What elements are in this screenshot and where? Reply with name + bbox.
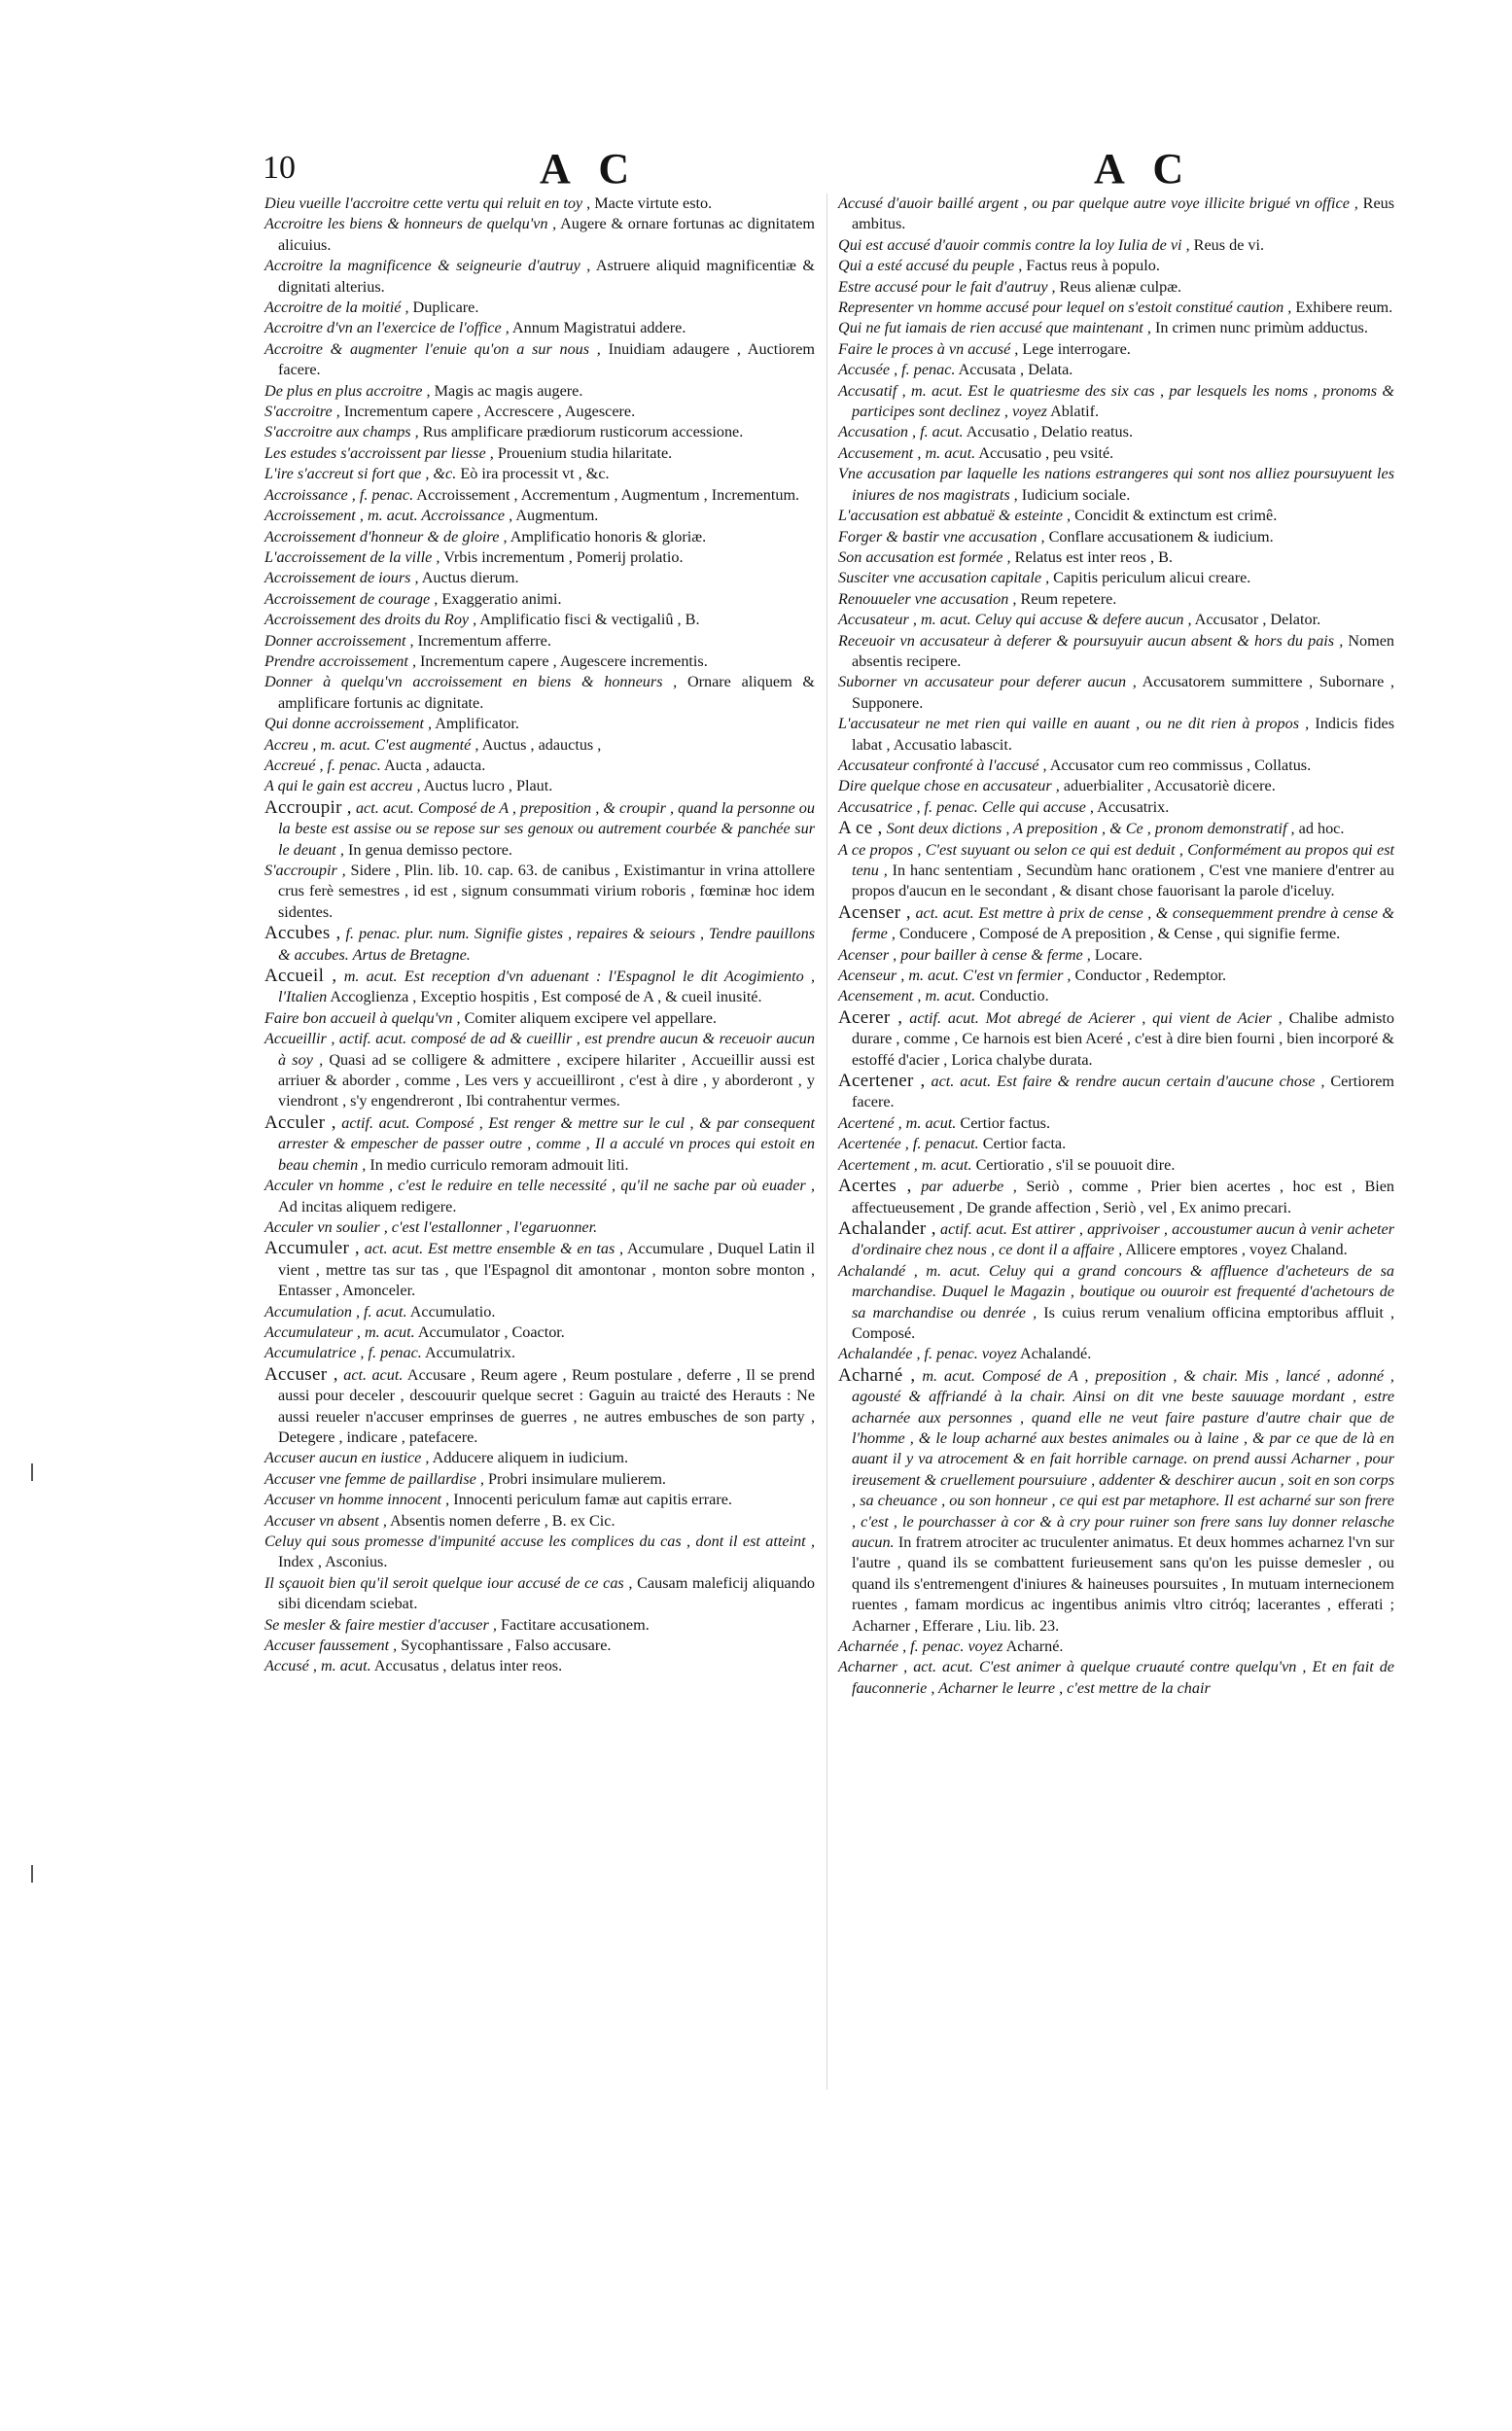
entry-french-text: Se mesler & faire mestier d'accuser , [264,1615,497,1634]
dictionary-entry [838,443,1394,464]
entry-french-text: Accroissement , m. acut. Accroissance , [264,507,513,525]
entry-latin-text: Factus reus à populo. [1026,257,1160,275]
dictionary-entry [838,194,1394,235]
dictionary-entry [838,902,1394,945]
entry-latin-text: Reus alienæ culpæ. [1059,277,1182,296]
dictionary-entry [838,381,1394,423]
dictionary-entry [838,568,1394,588]
entry-french-text: L'ire s'accreut si fort que , &c. [264,465,457,483]
dictionary-entry [838,1637,1394,1657]
dictionary-entry [838,672,1394,714]
entry-french-text: Acharnée , f. penac. voyez [838,1638,1003,1656]
dictionary-entry [264,485,815,506]
dictionary-entry [264,1636,815,1656]
entry-latin-text: Accroissement , Accrementum , Augmentum , Incrementum. [416,485,800,504]
entry-french-text: Forger & bastir vne accusation , [838,527,1045,546]
dictionary-entry [264,547,815,568]
entry-french-text: Qui donne accroissement , [264,715,433,733]
entry-latin-text: Certioratio , s'il se pouuoit dire. [975,1155,1176,1174]
dictionary-entry [264,756,815,776]
dictionary-entry [264,422,815,442]
entry-french-text: act. acut. Est mettre ensemble & en tas , [364,1240,624,1258]
entry-latin-text: Auctus lucro , Plaut. [423,777,553,795]
dictionary-entry [264,1573,815,1615]
entry-french-text: Faire le proces à vn accusé , [838,339,1019,358]
entry-latin-text: Sidere , Plin. lib. 10. cap. 63. de canibus , Existimantur in vrina attollere crus ferè semestres , id est , signum consummati virium roboris , fœminæ hoc idem sidentes. [278,862,816,921]
dictionary-entry [264,1176,815,1217]
entry-latin-text: Auctus , adauctus , [481,735,602,754]
dictionary-entry [264,1511,815,1532]
entry-latin-text: Rus amplificare prædiorum rusticorum accessione. [422,423,744,441]
entry-french-text: Il sçauoit bien qu'il seroit quelque iour accusé de ce cas , [264,1573,633,1592]
dictionary-entry [264,1532,815,1573]
dictionary-entry [264,1302,815,1322]
dictionary-entry [264,1448,815,1468]
dictionary-entry [838,422,1394,442]
entry-french-text: actif. acut. Mot abregé de Acierer , qui vient de Acier , [909,1008,1283,1027]
dictionary-entry [264,966,815,1008]
entry-french-text: Accroitre la magnificence & seigneurie d'autruy , [264,257,591,275]
entry-latin-text: Augmentum. [515,507,599,525]
entry-latin-text: Innocenti periculum famæ aut capitis errare. [453,1491,732,1509]
dictionary-entry [838,818,1394,839]
dictionary-entry [838,235,1394,256]
left-column [264,194,815,1677]
entry-latin-text: Incrementum capere , Augescere incrementis. [420,652,708,670]
entry-latin-text: Accumulator , Coactor. [417,1322,565,1341]
dictionary-entry [838,840,1394,902]
entry-french-text: Accreué , f. penac. [264,756,381,774]
dictionary-entry [838,1134,1394,1154]
entry-french-text: Accroissement de iours , [264,569,419,587]
entry-latin-text: Probri insimulare mulierem. [488,1469,666,1488]
entry-latin-text: Lege interrogare. [1022,339,1131,358]
dictionary-entry [838,966,1394,986]
dictionary-entry [838,1657,1394,1699]
entry-headword: Acerer , [838,1006,903,1028]
entry-headword: Accubes , [264,923,341,944]
entry-latin-text: Allicere emptores , voyez Chaland. [1125,1241,1348,1259]
entry-latin-text: Astruere aliquid magnificentiæ & dignitati alterius. [278,257,816,296]
entry-latin-text: Accumulatio. [409,1302,496,1321]
entry-french-text: act. acut. Composé de A , preposition , & croupir , quand la personne ou la beste est assise ou se repose sur ses genoux ou autrement courbée & panchée sur le deuant , [278,798,815,859]
dictionary-entry [264,527,815,547]
entry-latin-text: Accusata , Delata. [958,361,1073,379]
entry-french-text: S'accroitre aux champs , [264,423,419,441]
entry-french-text: Acertement , m. acut. [838,1155,972,1174]
entry-french-text: par aduerbe , [921,1178,1017,1196]
column-gutter [826,194,827,2090]
entry-latin-text: Reus ambitus. [852,194,1395,233]
entry-latin-text: Incrementum capere , Accrescere , Augescere. [343,403,636,421]
entry-latin-text: Accusatus , delatus inter reos. [373,1657,563,1675]
dictionary-entry [264,631,815,652]
entry-latin-text: Accusator cum reo commissus , Collatus. [1049,756,1312,774]
entry-latin-text: Sycophantissare , Falso accusare. [401,1637,612,1655]
entry-french-text: Son accusation est formée , [838,547,1011,566]
entry-latin-text: Duplicare. [412,299,479,317]
entry-french-text: Qui est accusé d'auoir commis contre la loy Iulia de vi , [838,235,1190,254]
entry-latin-text: Accusare , Reum agere , Reum postulare , deferre , Il se prend aussi pour deceler , descouurir quelque secret : Gaguin au traicté des Herauts : Ne aussi reueler n'accuser emprinses de guerres , ne autres embusches de son party , Detegere , indicare , patefacere. [278,1365,816,1446]
entry-latin-text: Reum repetere. [1020,589,1117,608]
entry-headword: Achalander , [838,1217,936,1239]
dictionary-entry [838,1155,1394,1176]
dictionary-entry [264,861,815,923]
entry-french-text: Accuser faussement , [264,1637,398,1655]
entry-latin-text: Incrementum afferre. [417,631,551,650]
entry-headword: Accumuler , [264,1238,360,1259]
entry-french-text: Accroissement des droits du Roy , [264,611,477,629]
entry-headword: Accueil , [264,966,337,987]
entry-french-text: Accroitre les biens & honneurs de quelqu'vn , [264,215,557,233]
dictionary-entry [264,1238,815,1301]
dictionary-entry [838,256,1394,276]
entry-french-text: Accusatif , m. acut. Est le quatriesme des six cas , par lesquels les noms , pronoms & participes sont declinez , voyez [838,381,1394,421]
entry-french-text: Suborner vn accusateur pour deferer aucun , [838,673,1137,691]
page-header [263,144,1235,193]
entry-headword: Acenser , [838,901,911,923]
entry-french-text: Accusateur confronté à l'accusé , [838,756,1047,774]
entry-french-text: Accuser vn absent , [264,1511,387,1530]
entry-french-text: act. acut. [343,1365,404,1384]
entry-french-text: Sont deux dictions , A preposition , & Ce , pronom demonstratif , [886,820,1295,838]
entry-french-text: Accusé , m. acut. [264,1657,371,1675]
entry-french-text: Accusation , f. acut. [838,423,964,441]
entry-latin-text: Accoglienza , Exceptio hospitis , Est composé de A , & cueil inusité. [330,988,762,1006]
dictionary-entry [838,631,1394,673]
entry-french-text: Accroitre & augmenter l'enuie qu'on a sur nous , [264,339,601,358]
dictionary-entry [264,1217,815,1238]
dictionary-entry [264,194,815,214]
dictionary-entry [264,652,815,672]
entry-latin-text: Factitare accusationem. [500,1615,650,1634]
dictionary-entry [838,547,1394,568]
entry-french-text: Accuser aucun en iustice , [264,1449,430,1467]
dictionary-entry [264,610,815,630]
entry-latin-text: aduerbialiter , Accusatoriè dicere. [1063,777,1276,795]
dictionary-entry [264,589,815,610]
entry-latin-text: Reus de vi. [1193,235,1265,254]
dictionary-entry [264,1469,815,1490]
entry-latin-text: Conductor , Redemptor. [1074,967,1227,985]
entry-latin-text: Iudicium sociale. [1021,485,1131,504]
entry-headword: Accuser , [264,1363,338,1385]
entry-latin-text: Ad incitas aliquem redigere. [278,1197,457,1216]
dictionary-entry [838,610,1394,630]
dictionary-entry [838,1365,1394,1637]
entry-headword: Accroupir , [264,796,352,818]
entry-french-text: Acculer vn homme , c'est le reduire en telle necessité , qu'il ne sache par où euader , [264,1177,815,1195]
dictionary-entry [264,923,815,966]
entry-french-text: Accusateur , m. acut. Celuy qui accuse & defere aucun , [838,611,1192,629]
dictionary-entry [264,672,815,714]
running-head-left: A C [540,145,640,193]
entry-french-text: A ce propos , C'est suyuant ou selon ce qui est deduit , Conformément au propos qui est tenu , [838,840,1394,879]
entry-french-text: Accuser vn homme innocent , [264,1491,450,1509]
entry-headword: Acertener , [838,1071,926,1092]
dictionary-entry [838,1113,1394,1134]
entry-french-text: Prendre accroissement , [264,652,416,670]
entry-latin-text: In hanc sententiam , Secundùm hanc orationem , C'est vne maniere d'entrer au propos d'aucun en le secondant , & disant chose fauorisant la parole d'iceluy. [852,862,1395,900]
dictionary-entry [838,360,1394,380]
entry-latin-text: Amplificatio fisci & vectigaliû , B. [479,611,700,629]
dictionary-entry [264,1656,815,1676]
dictionary-entry [838,1007,1394,1071]
entry-latin-text: Achalandé. [1020,1345,1092,1363]
entry-latin-text: Eò ira processit vt , &c. [460,465,610,483]
entry-french-text: Achalandée , f. penac. voyez [838,1345,1017,1363]
entry-latin-text: Macte virtute esto. [594,194,713,212]
dictionary-entry [264,1112,815,1176]
entry-latin-text: Accusator , Delator. [1194,611,1321,629]
entry-french-text: Vne accusation par laquelle les nations estrangeres qui sont nos alliez poursuyuent les iniures de nos magistrats , [838,465,1394,504]
entry-latin-text: Accumulare , Duquel Latin il vient , mettre tas sur tas , que l'Espagnol dit amontonar , monton sobre monton , Entasser , Amonceler. [278,1240,816,1300]
entry-latin-text: Certior facta. [982,1135,1067,1153]
entry-french-text: Renouueler vne accusation , [838,589,1017,608]
dictionary-entry [838,464,1394,506]
entry-french-text: Accroissement de courage , [264,589,439,608]
entry-french-text: Estre accusé pour le fait d'autruy , [838,277,1056,296]
dictionary-entry [264,568,815,588]
dictionary-entry [264,402,815,422]
dictionary-entry [838,339,1394,360]
entry-latin-text: ad hoc. [1298,820,1345,838]
entry-french-text: S'accroupir , [264,862,346,879]
entry-latin-text: Prouenium studia hilaritate. [497,443,673,462]
entry-latin-text: Auctus dierum. [421,569,519,587]
dictionary-entry [838,506,1394,526]
entry-french-text: Accroitre d'vn an l'exercice de l'office , [264,319,510,337]
entry-french-text: Donner à quelqu'vn accroissement en biens & honneurs , [264,673,678,691]
entry-french-text: Accusement , m. acut. [838,443,976,462]
entry-latin-text: Accusatio , Delatio reatus. [966,423,1133,441]
entry-latin-text: Annum Magistratui addere. [511,319,686,337]
margin-mark [31,1463,33,1481]
dictionary-entry [264,1490,815,1510]
entry-french-text: A qui le gain est accreu , [264,777,421,795]
entry-french-text: Accusée , f. penac. [838,361,956,379]
dictionary-entry [264,214,815,256]
dictionary-entry [264,464,815,484]
dictionary-entry [264,256,815,298]
entry-latin-text: Capitis periculum alicui creare. [1053,569,1251,587]
entry-french-text: Dieu vueille l'accroitre cette vertu qui reluit en toy , [264,194,591,212]
entry-french-text: Accusatrice , f. penac. Celle qui accuse , [838,797,1094,816]
entry-latin-text: In fratrem atrociter ac truculenter animatus. Et deux hommes acharnez l'vn sur l'autre , quand ils se combattent furieusement sans qu'on les puisse demesler , ou quand ils s'entremengent d'iniures & haineuses poursuites , In mutuam internecionem ruentes , famam mordicus ac ingentibus animis vltro citróq; lacerantes , efferati ; Acharner , Efferare , Liu. lib. 23. [852,1533,1394,1635]
dictionary-entry [838,318,1394,338]
entry-french-text: Donner accroissement , [264,631,414,650]
entry-headword: Acculer , [264,1111,336,1133]
entry-latin-text: Certior factus. [960,1113,1051,1132]
dictionary-entry [838,1218,1394,1261]
entry-french-text: Accueillir , actif. acut. composé de ad & cueillir , est prendre aucun & receuoir aucun à soy , [264,1030,815,1069]
entry-latin-text: Comiter aliquem excipere vel appellare. [464,1008,717,1027]
entry-french-text: Faire bon accueil à quelqu'vn , [264,1008,461,1027]
dictionary-entry [264,1008,815,1029]
margin-mark [31,1865,33,1883]
entry-french-text: Acculer vn soulier , c'est l'estallonner , l'egaruonner. [264,1217,598,1236]
entry-latin-text: Indicis fides labat , Accusatio labascit. [852,715,1395,754]
entry-french-text: Acensement , m. acut. [838,987,976,1005]
entry-headword: Acharné , [838,1364,916,1386]
entry-latin-text: Chalibe admisto durare , comme , Ce harnois est bien Aceré , c'est à dire bien fourni , bien incorporé & estoffé d'acier , Lorica chalybe durata. [852,1008,1395,1069]
entry-latin-text: In medio curriculo remoram admouit liti. [369,1155,629,1174]
dictionary-entry [838,1344,1394,1364]
entry-latin-text: Amplificatio honoris & gloriæ. [510,527,707,546]
entry-headword: A ce , [838,818,883,839]
entry-latin-text: Accusatrix. [1097,797,1170,816]
entry-latin-text: Locare. [1094,945,1143,964]
entry-latin-text: Quasi ad se colligere & admittere , excipere hilariter , Accueillir aussi est arriuer & aborder , comme , Les vers y accueilliront , c'est à dire , y aborderont , y viendront , s'y engendreront , Ibi contrahentur vermes. [278,1050,816,1110]
entry-french-text: actif. acut. Composé , Est renger & mettre sur le cul , & par consequent arrester & empescher de passer outre , comme , Il a acculé vn proces qui estoit en beau chemin , [278,1113,815,1174]
entry-latin-text: Conducere , Composé de A preposition , & Cense , qui signifie ferme. [899,925,1341,943]
entry-latin-text: Accusatio , peu vsité. [978,443,1114,462]
entry-french-text: Susciter vne accusation capitale , [838,569,1050,587]
entry-french-text: L'accusateur ne met rien qui vaille en auant , ou ne dit rien à propos , [838,715,1310,733]
dictionary-entry [264,1343,815,1363]
dictionary-entry [838,714,1394,756]
entry-latin-text: Aucta , adaucta. [384,756,486,774]
dictionary-entry [838,756,1394,776]
entry-latin-text: Relatus est inter reos , B. [1014,547,1173,566]
entry-french-text: Accumulation , f. acut. [264,1302,407,1321]
entry-french-text: Receuoir vn accusateur à deferer & poursuyuir aucun absent & hors du pais , [838,631,1344,650]
entry-latin-text: Amplificator. [435,715,519,733]
dictionary-entry [264,1615,815,1636]
entry-latin-text: Nomen absentis recipere. [852,631,1394,670]
entry-latin-text: Vrbis incrementum , Pomerij prolatio. [443,547,684,566]
entry-french-text: S'accroitre , [264,403,340,421]
entry-latin-text: Inuidiam adaugere , Auctiorem facere. [278,339,816,379]
entry-french-text: L'accusation est abbatuë & esteinte , [838,507,1072,525]
dictionary-entry [838,986,1394,1006]
entry-french-text: Dire quelque chose en accusateur , [838,777,1060,795]
right-column [838,194,1394,1699]
entry-latin-text: Exhibere reum. [1295,299,1393,317]
entry-french-text: Accumulateur , m. acut. [264,1322,415,1341]
dictionary-entry [838,1261,1394,1345]
entry-french-text: act. acut. Est faire & rendre aucun certain d'aucune chose , [931,1073,1325,1091]
entry-latin-text: Concidit & extinctum est crimê. [1074,507,1278,525]
entry-headword: Acertes , [838,1176,912,1197]
dictionary-entry [264,797,815,861]
running-head-right: A C [1094,145,1194,193]
entry-latin-text: Conflare accusationem & iudicium. [1048,527,1274,546]
entry-french-text: Accusé d'auoir baillé argent , ou par quelque autre voye illicite brigué vn office , [838,194,1358,212]
entry-latin-text: Exaggeratio animi. [441,589,562,608]
entry-french-text: Acertené , m. acut. [838,1113,957,1132]
entry-french-text: L'accroissement de la ville , [264,547,440,566]
entry-latin-text: In crimen nunc primùm adductus. [1154,319,1368,337]
entry-latin-text: Magis ac magis augere. [434,381,583,400]
entry-latin-text: Augere & ornare fortunas ac dignitatem alicuius. [278,215,816,254]
entry-french-text: Representer vn homme accusé pour lequel on s'estoit constitué caution , [838,299,1292,317]
dictionary-entry [264,714,815,734]
dictionary-entry [264,506,815,526]
page-number: 10 [263,150,296,186]
entry-french-text: m. acut. Composé de A , preposition , & chair. Mis , lancé , adonné , agousté & affriandé à la chair. Ainsi on dit vne beste sauuage mordant , estre acharnée aux personnes , quand elle ne veut faire pasture d'autre chair que de l'homme , & le loup acharné aux bestes animales ou à laine , & par ce que de là en auant il y va atrocement & en fait horrible carnage. on prend aussi Acharner , pour ireusement & cruellement poursuiure , addenter & deschirer aucun , soit en son corps , sa cheuance , ou son honneur , ce qui est par metaphore. Il est acharné sur son frere , c'est , le pourchasser à cor & à cry pour ruiner son frere sans luy donner relasche aucun. [852,1366,1394,1551]
entry-latin-text: Accumulatrix. [424,1344,516,1362]
dictionary-entry [838,945,1394,966]
entry-latin-text: Accusatorem summittere , Subornare , Supponere. [852,673,1395,712]
entry-french-text: Acenser , pour bailler à cense & ferme , [838,945,1091,964]
entry-latin-text: Absentis nomen deferre , B. ex Cic. [390,1511,615,1530]
dictionary-entry [838,1071,1394,1113]
entry-latin-text: Causam maleficij aliquando sibi dicendam sciebat. [278,1573,816,1613]
dictionary-entry [264,298,815,318]
entry-french-text: Accuser vne femme de paillardise , [264,1469,484,1488]
entry-french-text: Acertenée , f. penacut. [838,1135,979,1153]
entry-latin-text: Certiorem facere. [852,1073,1395,1111]
dictionary-entry [838,527,1394,547]
dictionary-entry [838,277,1394,298]
entry-latin-text: Acharné. [1005,1638,1064,1656]
entry-latin-text: In genua demisso pectore. [347,840,512,859]
entry-french-text: Accroissement d'honneur & de gloire , [264,527,508,546]
dictionary-entry [264,776,815,796]
dictionary-entry [264,339,815,381]
entry-french-text: Qui ne fut iamais de rien accusé que maintenant , [838,319,1151,337]
entry-latin-text: Seriò , comme , Prier bien acertes , hoc est , Bien affectueusement , De grande affection , Seriò , vel , Ex animo precari. [852,1178,1395,1216]
entry-french-text: act. acut. Est mettre à prix de cense , & consequemment prendre à cense & ferme , [852,903,1395,943]
entry-french-text: Achalandé , m. acut. Celuy qui a grand concours & affluence d'acheteurs de sa marchandise. Duquel le Magazin , boutique ou ouuroir est frequenté d'achetours de sa marchandise ou denrée , [838,1261,1394,1321]
dictionary-entry [264,1029,815,1112]
entry-french-text: Qui a esté accusé du peuple , [838,257,1023,275]
dictionary-entry [264,1364,815,1449]
entry-latin-text: Index , Asconius. [278,1553,388,1571]
dictionary-entry [264,443,815,464]
entry-french-text: Acenseur , m. acut. C'est vn fermier , [838,967,1072,985]
entry-french-text: Les estudes s'accroissent par liesse , [264,443,494,462]
entry-french-text: Accumulatrice , f. penac. [264,1344,422,1362]
entry-french-text: Accreu , m. acut. C'est augmenté , [264,735,479,754]
dictionary-entry [838,776,1394,796]
entry-french-text: Accroitre de la moitié , [264,299,409,317]
dictionary-entry [838,797,1394,818]
entry-french-text: De plus en plus accroitre , [264,381,431,400]
entry-french-text: Celuy qui sous promesse d'impunité accuse les complices du cas , dont il est atteint , [264,1533,815,1550]
entry-latin-text: Adducere aliquem in iudicium. [432,1449,629,1467]
dictionary-entry [264,318,815,338]
dictionary-entry [838,298,1394,318]
entry-latin-text: Conductio. [979,987,1049,1005]
entry-latin-text: Ornare aliquem & amplificare fortunis ac dignitate. [278,673,815,712]
dictionary-entry [264,735,815,756]
dictionary-entry [838,1176,1394,1218]
dictionary-entry [264,1322,815,1343]
dictionary-entry [264,381,815,402]
entry-latin-text: Ablatif. [1050,403,1100,421]
entry-french-text: m. acut. Est reception d'vn aduenant : l'Espagnol le dit Acogimiento , l'Italien [278,968,816,1006]
dictionary-entry [838,589,1394,610]
entry-french-text: f. penac. plur. num. Signifie gistes , repaires & seiours , Tendre pauillons & accubes. Artus de Bretagne. [278,925,815,964]
entry-french-text: actif. acut. Est attirer , apprivoiser , accoustumer aucun à venir acheter d'ordinaire chez nous , ce dont il a affaire , [852,1219,1395,1259]
entry-latin-text: Is cuius rerum venalium officina emptoribus affluit , Composé. [852,1303,1395,1342]
entry-french-text: Accroissance , f. penac. [264,485,414,504]
entry-french-text: Acharner , act. acut. C'est animer à quelque cruauté contre quelqu'vn , Et en fait de fauconnerie , Acharner le leurre , c'est mettre de la chair [838,1658,1394,1697]
